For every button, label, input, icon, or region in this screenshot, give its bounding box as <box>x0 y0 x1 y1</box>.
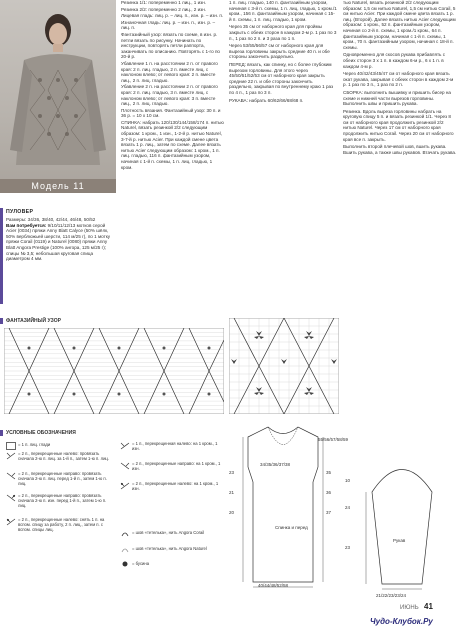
front-top-measure: 34/35/36/37/38 <box>260 462 291 467</box>
knitting-chart-right <box>229 318 339 414</box>
c3-p3: Через 53/55/56/57 см от наборного края для выреза горловины закрыть средние 40 п. и обе стороны закончить раздельно. <box>229 43 330 60</box>
front-top-measure-2: 55/56/57/58/59 <box>318 437 349 442</box>
accent-bar-legend <box>0 430 3 436</box>
c2-p1: Резинка 1/1: попеременно 1 лиц., 1 изн. <box>121 0 207 5</box>
intro-text <box>6 217 116 305</box>
c2-p7: Убавление 2 п. на расстоянии 2 п. от правого края: 2 п. лиц. гладью, 3 п. вместе лиц. с наклоном влево; от левого края: 3 п. вместе лиц., 2 п. лиц. гладью. <box>121 84 218 107</box>
symbol-cross-right-purl <box>6 494 16 502</box>
bead-icon <box>121 560 129 568</box>
site-watermark: Чудо-Клубок.Ру <box>370 617 433 626</box>
legend-2: = 2 п., перекрещенные налево: провязать сначала 2-ю п. лиц. за 1-й п., затем 1-ю п. лиц. <box>18 451 109 461</box>
column-2-text <box>121 0 225 310</box>
c4-p6: Выполнить второй плечевой шов, вшить рукава. Вшить рукава, а также швы рукавов. Втачать рукава. <box>343 144 457 155</box>
body-schematic <box>228 422 338 590</box>
c3-p4: ПЕРЕД: вязать, как спинку, но с более глубоким вырезом горловины. Для этого через 45/50/51/52/53 см от наборного края закрыть средние 22 п. и обе стороны закончить раздельно, закрывая по внутреннему краю 1 раз по 4 п., 1 раз по 3 п. <box>229 61 334 95</box>
sleeve-side-3: 23 <box>345 545 351 550</box>
sleeve-label: Рукав <box>393 538 406 543</box>
legend-1: = 1 п. лиц. глади <box>18 442 51 447</box>
front-left-3: 20 <box>229 510 235 515</box>
materials-head: Вам потребуется: <box>6 222 47 228</box>
symbol-cross-left-2 <box>120 442 130 450</box>
sleeve-bottom-measure: 21/22/23/23/24 <box>376 593 407 598</box>
magazine-name: ИЮНЬ <box>400 605 419 611</box>
legend-9: = шов «тетелька», нить Angora Corail <box>132 530 205 535</box>
model-caption: Модель 11 <box>0 179 116 193</box>
c2-p9: СПИНКА: набрать 120/130/144/158/174 п. нитью Naturel, вязать резинкой 2/2 следующим образом: 1 кром., 1 изн., 1-2-й р. нитью Naturel, 3-7-й р. нитью Acier. При каждой смене цвета вязать 1 р. лиц., затем по схеме. Далее вязать нитью Acier следующим образом: 1 кром., 1 п. лиц. гладью, 116 п. фантазийным узором, начиная с 1-й п. схемы, 1 п. лиц. гладью, 1 кром. <box>121 119 224 170</box>
front-right-2: 36 <box>326 490 332 495</box>
sizes-line: Размеры: 34/36, 38/40, 42/44, 46/48, 50/52 <box>6 217 96 222</box>
model-photo <box>0 0 116 193</box>
chart-title: ФАНТАЗИЙНЫЙ УЗОР <box>6 318 61 324</box>
symbol-cross-left-3 <box>120 482 130 490</box>
c2-p2: Резинка 2/2: попеременно 2 лиц., 2 изн. <box>121 6 207 12</box>
accent-bar-chart <box>0 318 3 324</box>
legend-11: = бусина <box>132 561 150 566</box>
legend-4: = 2 п., перекрещенные направо: провязать сначала 2-ю п. изн. перед 1-й п., затем 1-ю п. лиц. <box>18 493 107 508</box>
c3-p2: Через 35 см от наборного края для проймы закрыть с обеих сторон в каждом 2-м р. 1 раз по 3 п., 1 раз по 2 п. и 3 раза по 1 п. <box>229 24 337 41</box>
legend-7: = 2 п., перекрещенные направо: на 1 кром., 1 изн. <box>132 461 221 471</box>
c4-p4: СБОРКА: выполнить вышивку и пришить бисер на схеме и нижней части вырезов горловины. Выполнить швы и пришить рукава. <box>343 89 451 107</box>
front-left-1: 23 <box>229 470 235 475</box>
symbol-cross-right <box>6 472 16 480</box>
sleeve-side-1: 10 <box>345 478 351 483</box>
knitting-chart-left <box>4 328 224 414</box>
c3-p1: 1 п. лиц. гладью, 140 п. фантазийным узором, начиная с 3-й п. схемы, 1 п. лиц. гладью, 1 кром./1 кром., 156 п. фантазийным узором, начиная с 15-й п. схемы, 1 п. лиц. гладью, 1 кром. <box>229 0 337 22</box>
materials-text: 9/10/11/12/13 мотков серой Acier (0034) пряжи Anny Blatt Calyce (50% шёлк, 50% верблюжьей шерсти, 114 м/25 г), по 1 мотку пряжи Corail (0119) и Naturel (0080) пряжи Anny Blatt Angora Prestige (100% ангора, 125 м/25 г); спицы № 3,5; небольшая круговая спица диаметром 4 мм. <box>6 222 111 262</box>
front-label: Спинка и перед <box>275 525 308 530</box>
model-figure-illustration <box>0 0 116 193</box>
c4-p5: Резинка. Вдоль выреза горловины набрать на круговую спицу 5 п. и вязать резинкой 1/1. Через 8 см от наборного края продолжить резинкой 2/2 нитью Naturel. Через 17 см от наборного края продолжить нитью Corail. Через 20 см от наборного края все п. закрыть. <box>343 108 454 142</box>
c4-p3: Через 40/42/43/45/47 см от наборного края вязать окат рукава, закрывая с обеих сторон в каждом 2-м р. 1 раз по 3 п., 1 раз по 2 п. <box>343 71 454 88</box>
stitch-naturel-icon <box>120 546 130 554</box>
page-number: 41 <box>424 602 433 611</box>
c2-p4: Изнаночная гладь: лиц. р. – изн. п., изн. р. – лиц. п. <box>121 19 216 31</box>
front-right-3: 37 <box>326 510 332 515</box>
column-3-text <box>229 0 337 310</box>
legend-title: УСЛОВНЫЕ ОБОЗНАЧЕНИЯ <box>6 430 76 436</box>
front-right-1: 35 <box>326 470 332 475</box>
symbol-cross-left-cable <box>6 518 16 526</box>
c3-p5: РУКАВА: набрать 60/62/66/68/68 п. <box>229 97 304 103</box>
legend-8: = 2 п., перекрещенные налево: на 1 кром., 1 изн. <box>132 481 219 491</box>
stitch-corail-icon <box>120 530 130 538</box>
symbol-knit <box>6 442 16 450</box>
sleeve-side-2: 24 <box>345 505 351 510</box>
accent-bar <box>0 208 3 304</box>
column-4-text <box>343 0 457 420</box>
c4-p1: тью Naturel, вязать резинкой 2/2 следующим образом: 1,5 см нитью Naturel, 1,5 см нитью Corail, 5 см нитью Acier. При каждой смене цвета вязать 1 р. лиц. (Второй). Далее вязать нитью Acier следующим образом: 1 кром., 52 п. фантазийным узором, начиная со 2-й п. схемы, 1 кром./1 кром., 64 п. фантазийным узором, начиная с 1-й п. схемы, 1 кром., 70 п. фантазийным узором, начиная с 18-й п. схемы. <box>343 0 456 50</box>
legend-6: = 1 п., перекрещенная налево: на 1 кром., 1 изн. <box>132 441 218 451</box>
c2-p8: Плотность вязания. Фантазийный узор: 30 п. и 36 р. = 10 х 10 см. <box>121 107 221 119</box>
legend-5: = 2 п., перекрещенные налево: снять 1 п. на вспом. спицу за работу, 2 п. лиц., затем п. с вспом. спицы лиц. <box>18 517 105 532</box>
legend-3: = 2 п., перекрещенные направо: провязать сначала 2-ю п. лиц. перед 1-й п., затем 1-ю п. лиц. <box>18 471 107 486</box>
legend-10: = шов «тетелька», нить Angora Naturel <box>132 546 207 551</box>
symbol-cross-right-2 <box>120 462 130 470</box>
front-left-2: 21 <box>229 490 235 495</box>
c2-p5: Фантазийный узор: вязать по схеме, в изн. р. петли вязать по рисунку. Начинать по инструкции, повторять петли раппорта, заканчивать по описанию. Повторять с 1-го по 20-й р. <box>121 31 220 60</box>
c2-p6: Убавление 1 п. на расстоянии 2 п. от правого края: 2 п. лиц. гладью, 2 п. вместе лиц. с наклоном влево; от левого края: 2 п. вместе лиц., 2 п. лиц. гладью. <box>121 60 218 83</box>
symbol-cross-left <box>6 452 16 460</box>
sleeve-schematic <box>360 452 444 592</box>
c2-p3: Лицевая гладь: лиц. р. – лиц. п., изн. р. – изн. п. <box>121 13 224 19</box>
pattern-title: ПУЛОВЕР <box>6 209 34 215</box>
c4-p2: Одновременно для скосов рукава прибавлять с обеих сторон 3 х 1 п. в каждом 6-м р., 6 х 1 п. в каждом 4-м р. <box>343 52 446 69</box>
front-bottom-measure: 40/44/48/52/58 <box>258 583 289 588</box>
